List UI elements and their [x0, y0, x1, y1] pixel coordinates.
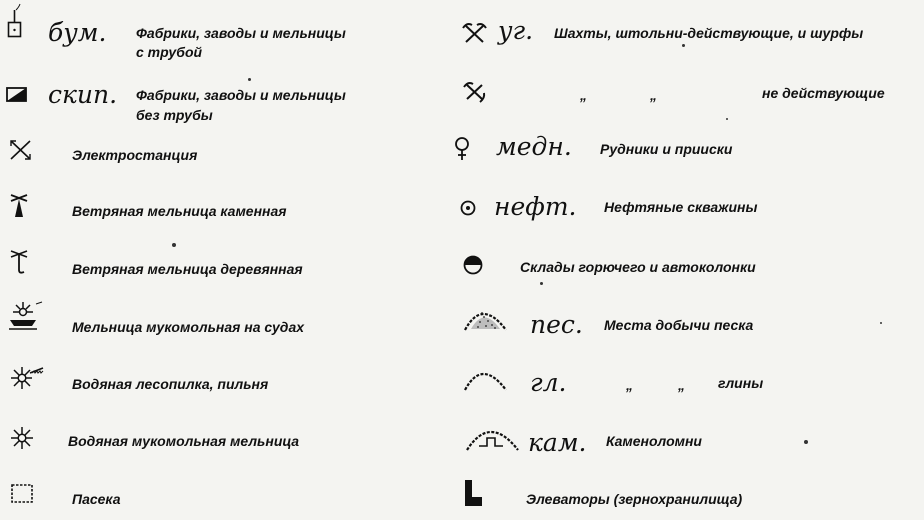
scan-speck: [682, 44, 685, 47]
fuel-depot-icon: [462, 254, 484, 276]
power-station-icon: [8, 138, 34, 162]
legend-label: Водяная мукомольная мельница: [68, 433, 300, 449]
legend-label: Мельница мукомольная на судах: [72, 319, 305, 335]
legend-label: Водяная лесопилка, пильня: [72, 376, 269, 392]
abbr-ug: уг.: [498, 16, 534, 45]
abbr-kam: кам.: [528, 428, 587, 457]
ditto-mark: „: [626, 377, 633, 393]
legend-label-cont: без трубы: [136, 107, 213, 123]
scan-speck: [726, 118, 728, 120]
legend-label: Ветряная мельница каменная: [72, 203, 287, 219]
legend-label: Места добычи песка: [604, 317, 754, 333]
apiary-icon: [10, 482, 36, 506]
legend-label: Шахты, штольни-действующие, и шурфы: [554, 25, 864, 41]
scan-speck: [248, 78, 251, 81]
abbr-bum: бум.: [48, 18, 107, 47]
scan-speck: [804, 440, 808, 444]
scan-speck: [880, 322, 882, 324]
oil-well-icon: [458, 198, 478, 218]
legend-label: глины: [718, 375, 764, 391]
abbr-medn: медн.: [496, 132, 572, 161]
legend-label: Ветряная мельница деревянная: [72, 261, 303, 277]
legend-label: Пасека: [72, 491, 121, 507]
factory-chimney-icon: [4, 2, 28, 48]
abbr-neft: нефт.: [494, 192, 577, 221]
scan-speck: [172, 243, 176, 247]
elevator-icon: [462, 478, 486, 508]
legend-label: Фабрики, заводы и мельницы: [136, 87, 346, 103]
factory-no-chimney-icon: [6, 86, 30, 104]
ore-mine-icon: [452, 136, 472, 162]
sand-pit-icon: [462, 302, 510, 332]
legend-label: Элеваторы (зернохранилища): [526, 491, 743, 507]
windmill-stone-icon: [8, 192, 30, 220]
water-sawmill-icon: [8, 364, 48, 392]
ditto-mark: „: [650, 87, 657, 103]
legend-label: Электростанция: [72, 147, 198, 163]
windmill-wooden-icon: [8, 248, 30, 276]
abbr-pes: пес.: [530, 310, 583, 339]
quarry-icon: [464, 420, 522, 452]
legend-label-cont: с трубой: [136, 44, 203, 60]
scan-speck: [540, 282, 543, 285]
floating-mill-icon: [6, 300, 44, 332]
legend-label: Фабрики, заводы и мельницы: [136, 25, 346, 41]
legend-label: Каменоломни: [606, 433, 702, 449]
abbr-skip: скип.: [48, 80, 118, 109]
legend-label: Нефтяные скважины: [604, 199, 758, 215]
mine-active-icon: [462, 22, 488, 44]
legend-label: Рудники и прииски: [600, 141, 733, 157]
abbr-gl: гл.: [530, 368, 567, 397]
legend-label: Склады горючего и автоколонки: [520, 259, 756, 275]
ditto-mark: „: [580, 87, 587, 103]
ditto-mark: „: [678, 377, 685, 393]
clay-pit-icon: [462, 362, 510, 392]
legend-label: не действующие: [762, 85, 885, 101]
water-mill-icon: [8, 424, 36, 452]
mine-inactive-icon: [462, 80, 488, 104]
